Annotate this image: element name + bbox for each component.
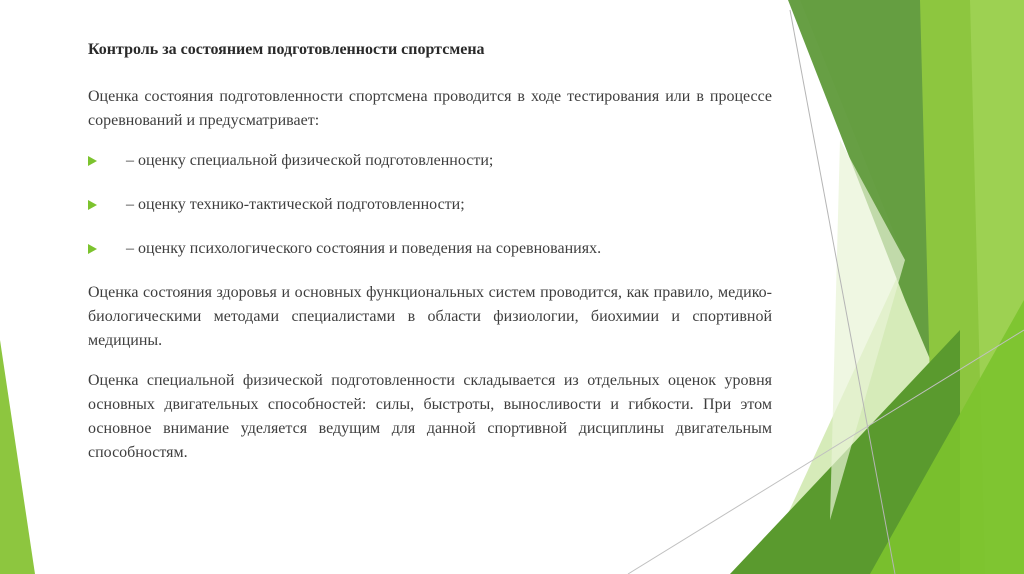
physical-paragraph: Оценка специальной физической подготовленности складывается из отдельных оценок уровня основных двигательных способностей: силы, быстроты, выносливости и гибкости. При этом основное внимание уделяется ведущим для данной спортивной дисциплины двигательным способностям. xyxy=(88,372,772,461)
bullet-item xyxy=(88,237,772,261)
green-triangle-bullet-icon xyxy=(88,156,97,166)
slide-title: Контроль за состоянием подготовленности спортсмена xyxy=(88,41,485,58)
bullet-text: – оценку технико-тактической подготовленности; xyxy=(126,196,465,213)
left-green-sliver xyxy=(0,340,35,574)
bullet-list xyxy=(88,149,772,261)
health-paragraph: Оценка состояния здоровья и основных функциональных систем проводится, как правило, медико-биологическими методами специалистами в области физиологии, биохимии и спортивной медицины. xyxy=(88,284,772,349)
bullet-text: – оценку психологического состояния и поведения на соревнованиях. xyxy=(126,240,602,257)
green-triangle-bullet-icon xyxy=(88,244,97,254)
intro-paragraph: Оценка состояния подготовленности спортсмена проводится в ходе тестирования или в процессе соревнований и предусматривает: xyxy=(88,88,772,129)
bullet-text: – оценку специальной физической подготовленности; xyxy=(126,152,494,169)
green-triangle-bullet-icon xyxy=(88,200,97,210)
bullet-item xyxy=(88,149,772,173)
slide-content xyxy=(88,40,772,481)
bullet-item xyxy=(88,193,772,217)
